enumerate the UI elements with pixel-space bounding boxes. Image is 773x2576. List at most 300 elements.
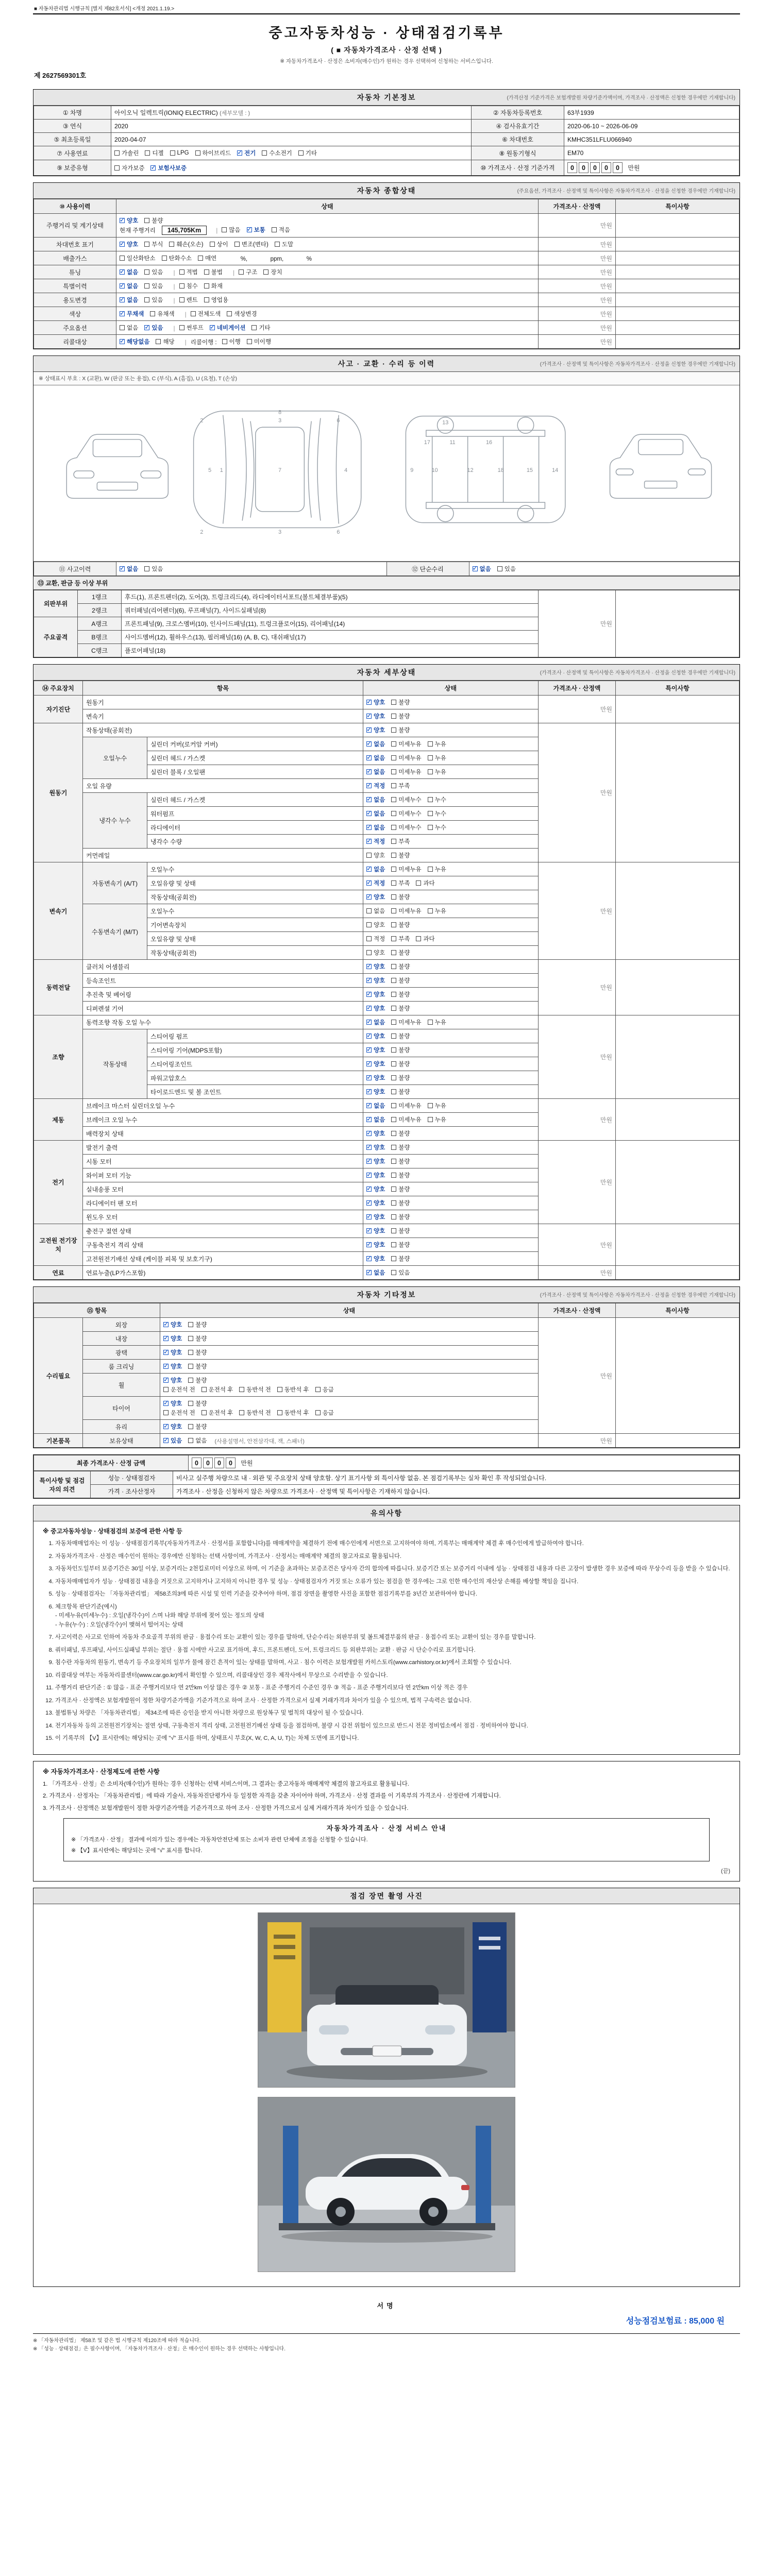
checkbox-option [391,1143,410,1151]
separator: | [184,311,187,318]
state-value: 145,705Km [162,226,207,235]
item-label: 실린더 헤드 / 가스켓 [147,751,363,765]
checkbox-option [247,226,265,234]
detail-row [34,862,740,876]
checkbox-label: 전체도색 [197,311,221,317]
state-cell [363,793,539,807]
section-pricing-system [33,1761,740,1882]
checkbox-option [366,990,385,998]
checkbox-label: 양호 [374,992,385,998]
remarks-cell [616,1434,740,1448]
checkbox-box [428,825,433,830]
checkbox-option [239,268,257,276]
section-etc-note: (가격조사 · 산정액 및 특이사항은 자동차가격조사 · 산정을 신청한 경우에만 기재합니다) [540,1293,735,1298]
item-label: 실린더 블록 / 오일팬 [147,765,363,779]
state-text: % [289,256,312,262]
svg-text:13: 13 [442,419,449,426]
checkbox-label: 훼손(오손) [176,242,204,248]
checkbox-box [222,227,227,232]
accident-flags-table [33,562,740,576]
checkbox-option [191,310,221,318]
checkbox-label: 불량 [398,950,410,956]
checkbox-label: 미세누유 [398,867,422,873]
checkbox-option [391,962,410,971]
car-diagram-wrap [33,385,740,562]
checkbox-label: 운전석 후 [208,1387,233,1393]
checkbox-option [428,809,446,818]
checkbox-option [391,795,421,804]
checkbox-option [315,1385,334,1394]
checkbox-option [366,948,385,957]
checkbox-box [366,1033,372,1039]
device-group-label: 조향 [34,1015,83,1099]
checkbox-box [391,922,396,927]
checkbox-box [144,242,149,247]
section-accident-header [33,356,740,372]
pricing-info-box [63,1818,710,1861]
checkbox-option [366,768,385,776]
field-label-car-name: ① 차명 [34,106,111,120]
checkbox-box [366,769,372,774]
checkbox-label: 미세누수 [398,811,422,817]
checkbox-option [163,1334,182,1343]
checkbox-box [391,936,396,941]
item-label: 변속기 [83,709,363,723]
checkbox-box [188,1424,193,1429]
checkbox-label: 불량 [398,922,410,928]
checkbox-box [162,256,167,261]
checkbox-label: 기타 [305,150,317,157]
field-label-engine-type: ⑧ 원동기형식 [472,146,564,160]
checkbox-box [391,880,396,886]
checkbox-option [391,809,421,818]
repair-group-label: 수리필요 [34,1318,83,1434]
checkbox-box [144,218,149,223]
checkbox-option [163,1422,182,1431]
checkbox-option [366,809,385,818]
separator: | [173,283,175,290]
checkbox-label: 과다 [423,880,435,887]
checkbox-option [163,1399,182,1408]
separator: | [173,297,175,304]
field-value-fuel [111,146,472,160]
checkbox-option [366,837,385,845]
detail-row [34,960,740,974]
checkbox-label: 불량 [398,1187,410,1193]
checkbox-label: 없음 [127,297,139,303]
page-title: 중고자동차성능 · 상태점검기록부 [268,25,505,41]
digit-box: 0 [214,1458,224,1468]
checkbox-box [198,256,203,261]
col-price: 가격조사 · 산정액 [539,681,616,696]
col-remarks: 특이사항 [616,1303,740,1318]
state-cell [363,1029,539,1043]
checkbox-label: 양호 [374,1047,385,1054]
checkbox-label: 양호 [374,1145,385,1151]
col-price: 가격조사 · 산정액 [539,199,616,214]
checkbox-label: 동반석 전 [246,1387,271,1393]
checkbox-label: 미세누유 [398,769,422,775]
separator: | [173,325,175,332]
checkbox-label: 있음 [152,269,163,276]
checkbox-label: 없음 [374,1103,385,1109]
checkbox-box [262,150,267,156]
digit-box: 0 [203,1458,213,1468]
checkbox-label: 운전석 전 [171,1387,195,1393]
usage-history-label: 튜닝 [34,265,116,279]
checkbox-box [366,714,372,719]
checkbox-option [366,1088,385,1096]
usage-history-label: 용도변경 [34,293,116,307]
checkbox-label: 양호 [374,1131,385,1137]
checkbox-box [391,1173,396,1178]
checkbox-box [188,1322,193,1327]
checkbox-box [275,242,280,247]
checkbox-option [366,893,385,901]
checkbox-label: 불량 [195,1401,207,1407]
checkbox-box [222,339,227,344]
state-cell [160,1397,539,1420]
checkbox-box [366,1173,372,1178]
checkbox-label: 이행 [229,339,241,345]
checkbox-label: 양호 [127,218,139,224]
usage-history-label: 주행거리 및 계기상태 [34,214,116,238]
field-value-warranty [111,160,472,176]
section-etc-header [33,1287,740,1303]
insurance-fee-label: 성능점검보험료 : [626,2317,687,2326]
state-cell [363,1002,539,1015]
state-cell [363,779,539,793]
overall-row [34,335,740,349]
checkbox-label: 불량 [398,1214,410,1221]
car-diagram [41,389,732,554]
col-major-device: ⑭ 주요장치 [34,681,83,696]
pricing-heading: ※ 자동차가격조사 · 산정제도에 관한 사항 [43,1768,160,1775]
checkbox-option [366,1255,385,1263]
checkbox-label: 양호 [374,978,385,984]
checkbox-box [391,1006,396,1011]
checkbox-label: 불법 [211,269,223,276]
checkbox-label: 미세누유 [398,908,422,914]
checkbox-box [201,1410,207,1415]
checkbox-box [120,242,125,247]
checkbox-box [204,283,209,289]
table-row [34,106,740,120]
checkbox-label: 없음 [374,741,385,748]
checkbox-option [391,865,421,873]
checkbox-option [239,1409,271,1417]
checkbox-option [120,565,138,573]
item-label: 작동상태(공회전) [83,723,363,737]
checkbox-box [120,297,125,302]
device-group-label: 자기진단 [34,696,83,723]
checkbox-box [366,1187,372,1192]
svg-text:14: 14 [552,467,559,473]
remarks-cell [616,214,740,238]
checkbox-label: 양호 [374,1228,385,1234]
usage-history-label: 특별이력 [34,279,116,293]
section-basic-title: 자동차 기본정보 [357,93,416,101]
checkbox-box [366,1117,372,1122]
item-label: 오일 유량 [83,779,363,793]
rank-label: 2랭크 [78,604,122,617]
checkbox-option [366,1227,385,1235]
item-label: 스티어링조인트 [147,1057,363,1071]
checkbox-label: 적정 [374,936,385,942]
state-cell [116,293,539,307]
checkbox-box [169,242,174,247]
item-label: 스티어링 펌프 [147,1029,363,1043]
checkbox-option [120,254,156,262]
state-cell [160,1318,539,1332]
state-cell [363,1085,539,1099]
etc-item-label: 광택 [83,1346,160,1360]
checkbox-label: 가솔린 [122,150,139,157]
checkbox-option [120,216,138,225]
checkbox-label: 양호 [374,1075,385,1081]
checkbox-option [391,754,421,762]
checkbox-label: 불량 [195,1322,207,1328]
checkbox-label: 불량 [398,1033,410,1040]
checkbox-label: 없음 [374,1270,385,1276]
checkbox-option [366,1241,385,1249]
notice-item: 5. 성능 · 상태점검자는 「자동차관리법」 제58조의3에 따른 시설 및 인력 기준을 갖추어야 하며, 점검 장면을 촬영한 사진을 포함한 점검기록부를 3년간 보관하여야 합니다. [55,1590,730,1599]
checkbox-box [298,150,304,156]
checkbox-box [237,150,242,156]
checkbox-option [262,149,292,157]
checkbox-box [391,978,396,983]
checkbox-label: 양호 [374,1033,385,1040]
checkbox-option [428,754,446,762]
checkbox-label: 불량 [398,1075,410,1081]
checkbox-box [366,894,372,900]
checkbox-label: 적정 [374,839,385,845]
detail-row [34,723,740,737]
checkbox-label: 불량 [398,1089,410,1095]
checkbox-label: 없음 [374,1020,385,1026]
section-notice-title: 유의사항 [370,1509,403,1517]
detail-condition-table [33,681,740,1280]
checkbox-label: 부족 [398,880,410,887]
checkbox-label: 미이행 [254,339,272,345]
checkbox-option [170,150,189,156]
digit-box: 0 [590,162,600,173]
checkbox-option [391,837,410,845]
field-value-inspection-period: 2020-06-10 ~ 2026-06-09 [564,120,740,133]
pricing-box-line: ※ 【V】표시란에는 해당되는 곳에 "√" 표시를 합니다. [71,1847,203,1854]
checkbox-option [227,310,257,318]
checkbox-label: 기타 [259,325,271,331]
base-price-unit: 만원 [628,164,640,172]
notice-item: 3. 자동차인도일부터 보증기간은 30일 이상, 보증거리는 2천킬로미터 이상으로 하며, 이 기준을 초과하는 보증조건은 당사자 간의 합의에 따릅니다. 보증기간 또는 보증거리 이내에 성능 · 상태점검 내용과 다른 고장이 발생한 경우 보증에 따라 무상수리 등을 받을 수 있습니다. [55,1565,730,1574]
state-cell [363,946,539,960]
checkbox-option [195,149,231,157]
checkbox-box [191,311,196,316]
checkbox-label: 불량 [195,1350,207,1356]
state-cell [363,974,539,988]
checkbox-option [366,907,385,915]
checkbox-option [169,240,203,248]
checkbox-option [366,1268,385,1277]
digit-box: 0 [613,162,623,173]
checkbox-option [188,1334,207,1343]
checkbox-option [391,768,421,776]
checkbox-option [210,240,228,248]
checkbox-label: 적정 [374,880,385,887]
pricing-items [43,1780,730,1814]
digit-box: 0 [192,1458,201,1468]
svg-text:12: 12 [467,467,474,473]
checkbox-box [391,811,396,816]
checkbox-box [315,1387,321,1392]
checkbox-box [239,1387,244,1392]
checkbox-box [391,1061,396,1066]
checkbox-option [366,1115,385,1124]
checkbox-option [366,879,385,887]
checkbox-option [150,164,187,172]
item-label: 오일누수 [147,904,363,918]
car-diagram-rear-view [610,434,712,498]
item-label: 클러치 어셈블리 [83,960,363,974]
checkbox-label: 불량 [398,894,410,901]
checkbox-label: 불량 [398,1131,410,1137]
item-label: 실린더 커버(로커암 커버) [147,737,363,751]
etc-item-label: 보유상태 [83,1434,160,1448]
checkbox-box [163,1322,169,1327]
checkbox-box [428,769,433,774]
checkbox-label: 일산화탄소 [127,256,156,262]
checkbox-box [156,339,161,344]
final-price-table [33,1455,740,1471]
checkbox-label: 불량 [195,1424,207,1430]
checkbox-option [428,768,446,776]
checkbox-label: 없음 [127,269,139,276]
rank-items: 쿼터패널(리어펜더)(6), 루프패널(7), 사이드실패널(8) [122,604,539,617]
checkbox-label: 해당없음 [127,339,150,345]
checkbox-option [366,782,385,790]
base-price-digits [567,162,624,173]
remarks-cell [616,1141,740,1224]
checkbox-option [391,1213,410,1221]
remarks-cell [616,321,740,335]
checkbox-box [163,1364,169,1369]
state-cell [363,1043,539,1057]
checkbox-option [179,268,198,276]
section-detail-condition [33,664,740,1280]
state-cell [363,709,539,723]
svg-text:3: 3 [278,529,282,536]
checkbox-label: 누수 [434,797,446,803]
item-label: 라디에이터 팬 모터 [83,1196,363,1210]
section-basic-header [33,90,740,106]
checkbox-option [391,1101,421,1110]
checkbox-label: 있음 [152,325,163,331]
checkbox-box [247,339,252,344]
notice-list [43,1539,730,1743]
state-cell [363,1155,539,1168]
checkbox-option [428,740,446,748]
checkbox-label: LPG [177,150,189,156]
checkbox-box [428,1103,433,1108]
state-cell [363,1071,539,1085]
section-detail-title: 자동차 세부상태 [357,668,416,676]
state-cell [363,1099,539,1113]
checkbox-option [201,1409,233,1417]
item-label: 작동상태(공회전) [147,890,363,904]
checkbox-option [179,324,204,332]
price-cell: 만원 [539,1318,616,1434]
checkbox-label: 변조(변타) [241,242,268,248]
inspector-opinion-text: 비사고 실주행 차량으로 내 · 외관 및 주요장치 상태 양호함. 상기 표기사항 외 특이사항 없음. 본 점검기록부는 실차 확인 후 작성되었습니다. [173,1471,740,1485]
section-notice-header [33,1505,740,1521]
overall-row [34,279,740,293]
checkbox-label: 양호 [374,727,385,734]
checkbox-option [156,337,174,346]
checkbox-box [366,1131,372,1136]
checkbox-box [366,867,372,872]
document-footer [33,2333,740,2353]
checkbox-box [179,325,184,330]
checkbox-box [210,242,215,247]
checkbox-box [163,1438,169,1443]
checkbox-option [366,1046,385,1054]
checkbox-option [144,324,163,332]
state-cell [363,1196,539,1210]
checkbox-box [391,714,396,719]
checkbox-box [391,1047,396,1053]
checkbox-label: 불량 [195,1378,207,1384]
checkbox-option [163,1436,182,1445]
checkbox-label: 양호 [374,1256,385,1262]
checkbox-label: 있음 [152,283,163,290]
checkbox-label: 누유 [434,908,446,914]
overall-condition-table [33,199,740,349]
checkbox-box [428,811,433,816]
checkbox-label: 양호 [127,242,139,248]
checkbox-label: 색상변경 [234,311,257,317]
checkbox-box [144,269,149,275]
checkbox-label: 없음 [374,867,385,873]
checkbox-label: 상이 [216,242,228,248]
checkbox-box [391,741,396,747]
checkbox-box [366,964,372,969]
remarks-cell [616,265,740,279]
checkbox-box [163,1336,169,1341]
state-cell [116,279,539,293]
checkbox-option [163,1409,195,1417]
section-overall-note: (주요옵션, 가격조사 · 산정액 및 특이사항은 자동차가격조사 · 산정을 신청한 경우에만 기재합니다) [517,189,735,194]
checkbox-option [163,1362,182,1370]
state-cell [160,1434,539,1448]
checkbox-option [144,565,163,573]
checkbox-label: 양호 [374,853,385,859]
item-label: 윈도우 모터 [83,1210,363,1224]
checkbox-option [315,1409,334,1417]
checkbox-label: 없음 [374,769,385,775]
checkbox-option [391,1032,410,1040]
field-value-reg-number: 63부1939 [564,106,740,120]
svg-text:16: 16 [486,439,493,446]
table-row [34,1485,740,1498]
checkbox-label: 동반석 전 [246,1410,271,1416]
remarks-cell [616,590,740,657]
pricing-box-line: ※ 「가격조사 · 산정」 결과에 이의가 있는 경우에는 자동차안전단체 또는 소비자 관련 단체에 조정을 신청할 수 있습니다. [71,1837,368,1843]
checkbox-option [145,149,163,157]
col-item: 항목 [83,681,363,696]
checkbox-box [163,1401,169,1406]
checkbox-label: 부족 [398,936,410,942]
checkbox-option [366,1101,385,1110]
